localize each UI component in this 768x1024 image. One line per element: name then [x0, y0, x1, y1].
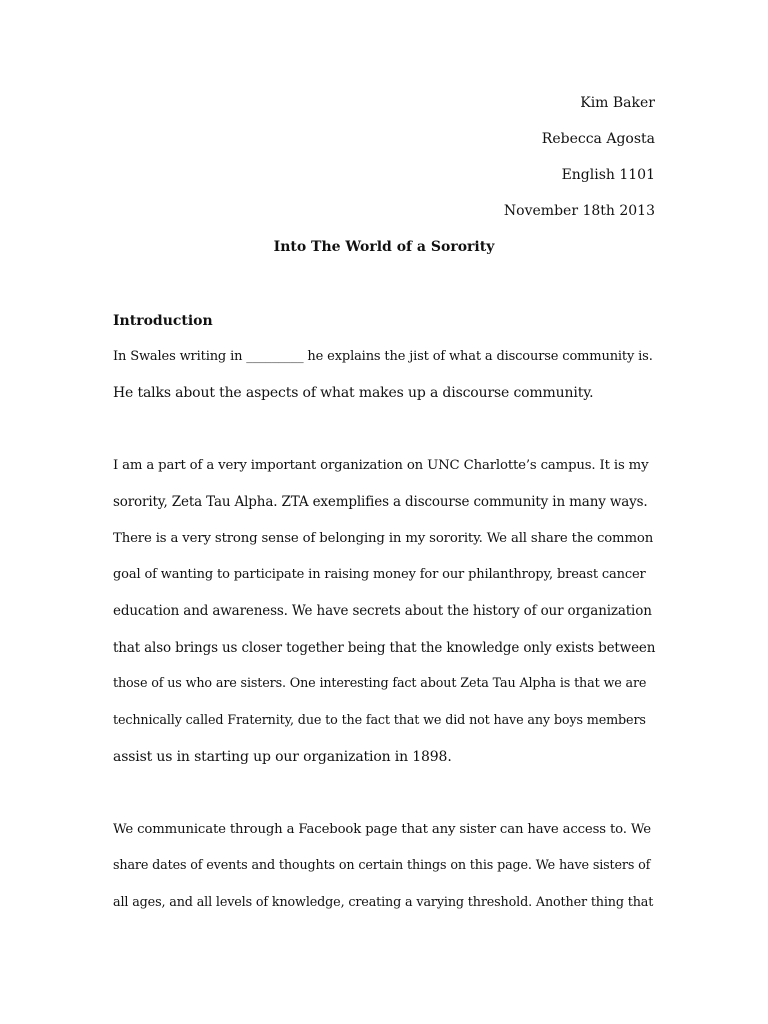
instructor-name: Rebecca Agosta [541, 131, 655, 147]
paragraph-line: that also brings us closer together being that the knowledge only exists between [113, 640, 656, 656]
paragraph-line: In Swales writing in _________ he explains the jist of what a discourse community is. [113, 349, 653, 364]
paragraph-line: assist us in starting up our organization in 1898. [113, 749, 452, 765]
paragraph-line: education and awareness. We have secrets about the history of our organization [113, 603, 652, 619]
paragraph-line: technically called Fraternity, due to the fact that we did not have any boys members [113, 713, 646, 728]
paragraph-line: all ages, and all levels of knowledge, creating a varying threshold. Another thing that [113, 895, 654, 910]
paragraph-line: goal of wanting to participate in raising money for our philanthropy, breast cancer [113, 567, 646, 582]
document-title: Into The World of a Sorority [273, 239, 495, 255]
section-heading-introduction: Introduction [113, 313, 213, 329]
paragraph-line: share dates of events and thoughts on certain things on this page. We have sisters of [113, 858, 651, 873]
document-date: November 18th 2013 [503, 203, 655, 219]
paragraph-line: I am a part of a very important organization on UNC Charlotte’s campus. It is my [113, 458, 649, 473]
paragraph-line: those of us who are sisters. One interesting fact about Zeta Tau Alpha is that we are [113, 676, 647, 691]
paragraph-line: We communicate through a Facebook page that any sister can have access to. We [113, 822, 651, 837]
paragraph-line: There is a very strong sense of belonging in my sorority. We all share the common [113, 531, 654, 546]
author-name: Kim Baker [580, 95, 655, 111]
course-name: English 1101 [561, 167, 655, 183]
paragraph-line: He talks about the aspects of what makes up a discourse community. [113, 385, 594, 401]
paragraph-line: sorority, Zeta Tau Alpha. ZTA exemplifies a discourse community in many ways. [113, 494, 648, 510]
